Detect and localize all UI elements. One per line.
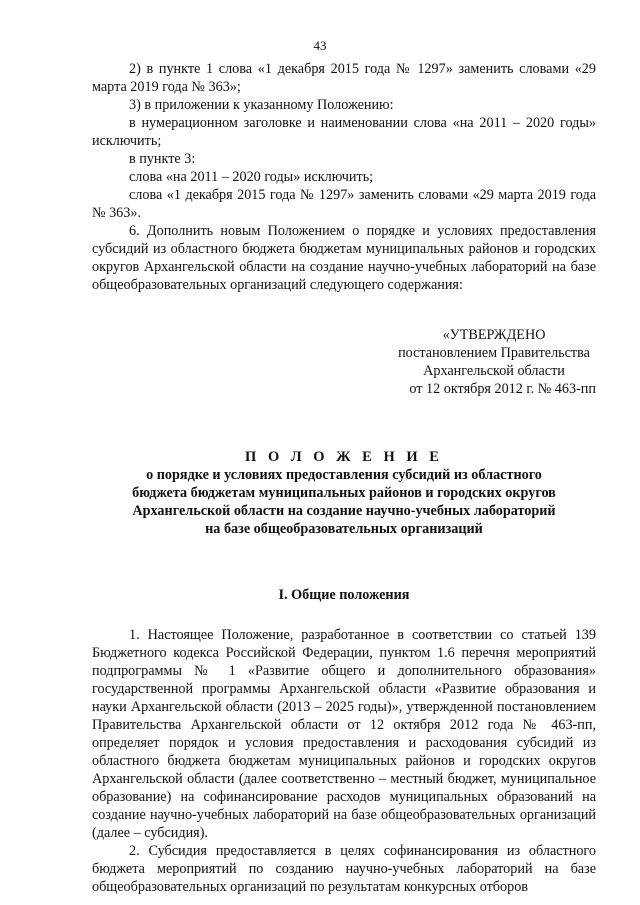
- document-body: [92, 60, 596, 896]
- subtitle-line: Архангельской области на создание научно-учебных лабораторий: [132, 503, 556, 519]
- amendment-subitem-point3: в пункте 3:: [129, 151, 196, 167]
- amendment-item-6: 6. Дополнить новым Положением о порядке и условиях предоставления субсидий из областного бюджета бюджетам муниципальных районов и городских округов Архангельской области на создание научно-учебных лабораторий на базе общеобразовательных организаций следующего содержания:: [92, 223, 596, 293]
- approval-stamp-block: [392, 326, 596, 398]
- document-subtitle: [92, 466, 596, 538]
- amendment-subitem-exclude: слова «на 2011 – 2020 годы» исключить;: [129, 169, 374, 185]
- section-paragraph-2: 2. Субсидия предоставляется в целях софинансирования из областного бюджета мероприятий по созданию научно-учебных лабораторий на базе общеобразовательных организаций по результатам конкурсных отборов: [92, 843, 596, 895]
- amendment-subitem-heading: в нумерационном заголовке и наименовании слова «на 2011 – 2020 годы» исключить;: [92, 115, 596, 149]
- approval-line-date: от 12 октября 2012 г. № 463-пп: [409, 381, 596, 397]
- amendment-item-3: 3) в приложении к указанному Положению:: [129, 97, 394, 113]
- subtitle-line: на базе общеобразовательных организаций: [205, 521, 483, 537]
- subtitle-line: бюджета бюджетам муниципальных районов и городских округов: [132, 485, 556, 501]
- page-number: 43: [313, 38, 327, 53]
- section-body: [92, 626, 596, 896]
- section-heading: I. Общие положения: [278, 587, 410, 603]
- subtitle-line: о порядке и условиях предоставления субсидий из областного: [146, 467, 542, 483]
- approval-line-region: Архангельской области: [423, 363, 565, 379]
- section-paragraph-1: 1. Настоящее Положение, разработанное в соответствии со статьей 139 Бюджетного кодекса Российской Федерации, пунктом 1.6 перечня мероприятий подпрограммы № 1 «Развитие общего и дополнительного образования» государственной программы Архангельской области «Развитие образования и науки Архангельской области (2013 – 2025 годы)», утвержденной постановлением Правительства Архангельской области от 12 октября 2012 года № 463-пп, определяет порядок и условия предоставления и расходования субсидий из областного бюджета бюджетам муниципальных районов и городских округов Архангельской области (далее соответственно – местный бюджет, муниципальное образование) на софинансирование расходов муниципальных образований на создание научно-учебных лабораторий на базе общеобразовательных организаций (далее – субсидия).: [92, 627, 596, 841]
- amendment-subitem-replace: слова «1 декабря 2015 года № 1297» заменить словами «29 марта 2019 года № 363».: [92, 187, 596, 221]
- approval-line-resolution: постановлением Правительства: [398, 345, 590, 361]
- amendment-item-2: 2) в пункте 1 слова «1 декабря 2015 года № 1297» заменить словами «29 марта 2019 года № 363»;: [92, 61, 596, 95]
- approval-line-approved: «УТВЕРЖДЕНО: [442, 327, 546, 343]
- document-title: П О Л О Ж Е Н И Е: [245, 449, 443, 465]
- amendments-list: [92, 60, 596, 294]
- document-title-block: [92, 448, 596, 538]
